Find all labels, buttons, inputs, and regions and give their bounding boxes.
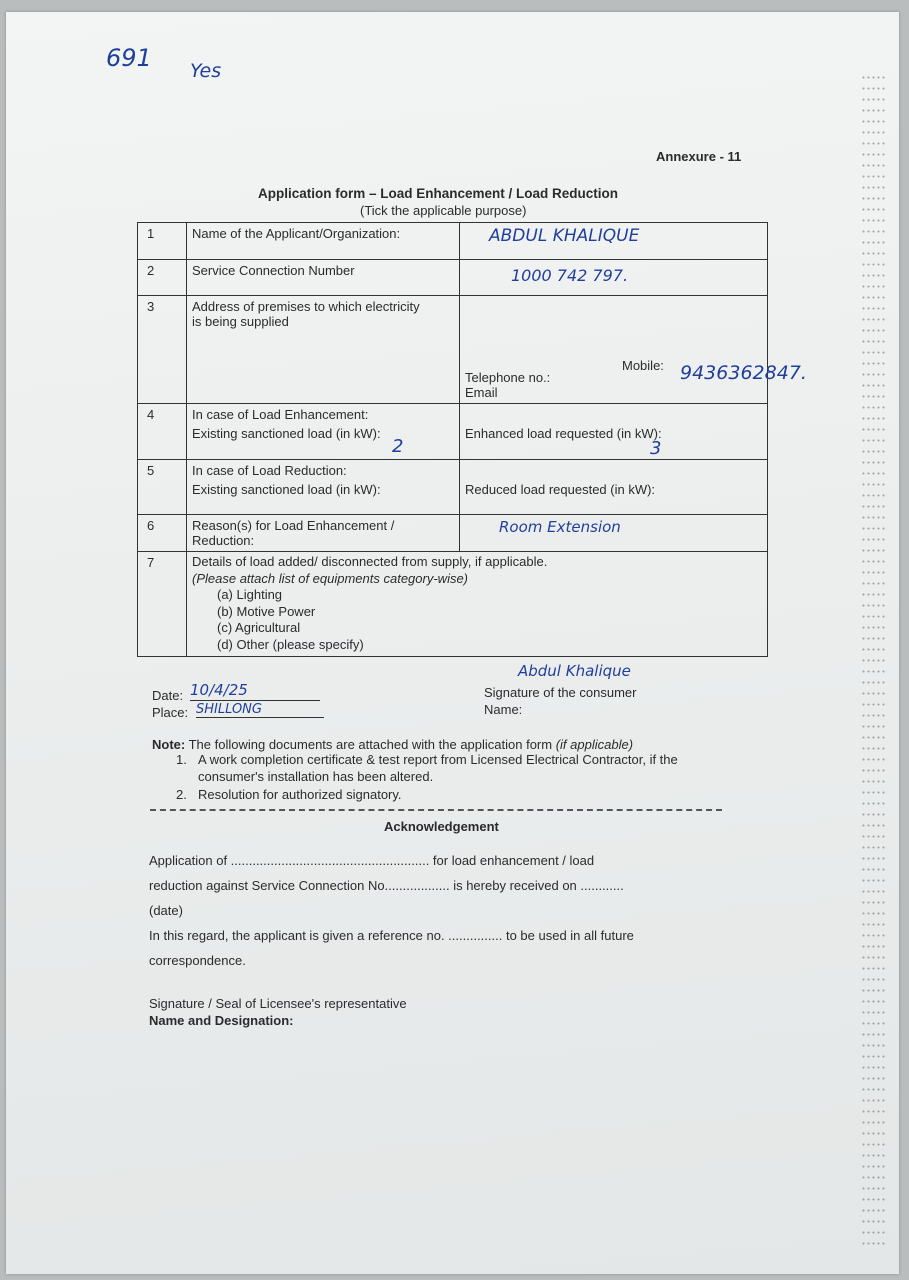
- note-line: [152, 737, 633, 752]
- row-number: 4: [138, 404, 187, 460]
- reduced-load-label: Reduced load requested (in kW):: [465, 482, 656, 497]
- email-label: Email: [465, 385, 498, 400]
- form-row-3: [138, 296, 768, 404]
- load-details-line1: Details of load added/ disconnected from supply, if applicable.: [192, 554, 548, 569]
- licensee-signature-label: Signature / Seal of Licensee's representative: [149, 996, 407, 1011]
- note-item-1-line2: consumer's installation has been altered.: [198, 769, 434, 784]
- ack-para2-line1: In this regard, the applicant is given a reference no. ............... to be used in all future: [149, 928, 634, 943]
- enhancement-heading: In case of Load Enhancement:: [192, 407, 369, 422]
- note-item-2-line1: Resolution for authorized signatory.: [198, 787, 402, 802]
- handwritten-number: 691: [106, 44, 152, 72]
- applicant-name-value: ABDUL KHALIQUE: [489, 226, 640, 246]
- scan-edge-noise: [861, 72, 885, 1252]
- telephone-label: Telephone no.:: [465, 370, 551, 385]
- ack-para2-line2: correspondence.: [149, 953, 246, 968]
- reason-field[interactable]: [460, 515, 768, 552]
- reduction-heading: In case of Load Reduction:: [192, 463, 347, 478]
- note-item-1-line1: A work completion certificate & test report from Licensed Electrical Contractor, if the: [198, 752, 678, 767]
- form-subtitle: (Tick the applicable purpose): [360, 203, 527, 218]
- annexure-label: Annexure - 11: [656, 149, 742, 164]
- ack-para1-line3: (date): [149, 903, 183, 918]
- note-item-1-number: 1.: [176, 752, 187, 767]
- note-text-italic: (if applicable): [555, 737, 634, 752]
- ack-para1-line1: Application of ....................................................... for load enhancement / load: [149, 853, 595, 868]
- address-field[interactable]: [460, 296, 768, 404]
- enhanced-load-label: Enhanced load requested (in kW):: [465, 426, 662, 441]
- reason-label-line2: Reduction:: [192, 533, 255, 548]
- form-row-2: [138, 260, 768, 296]
- signature-label: Signature of the consumer: [484, 685, 637, 700]
- reason-value: Room Extension: [499, 518, 621, 536]
- note-text: The following documents are attached with the application form: [188, 737, 553, 752]
- existing-load-value: 2: [392, 436, 404, 457]
- row-number: 5: [138, 460, 187, 515]
- load-details-cell: [187, 552, 768, 657]
- handwritten-yes: Yes: [190, 60, 222, 82]
- note-item-2-number: 2.: [176, 787, 187, 802]
- enhanced-load-value: 3: [650, 438, 662, 459]
- load-item-motive-power: (b) Motive Power: [217, 603, 316, 619]
- place-field[interactable]: [196, 700, 324, 718]
- cut-line-divider: [150, 809, 722, 811]
- load-item-agricultural: (c) Agricultural: [217, 620, 301, 635]
- reduced-load-field[interactable]: [460, 460, 768, 515]
- address-label-line1: Address of premises to which electricity: [192, 299, 420, 314]
- row-number: 1: [138, 223, 187, 260]
- service-connection-field[interactable]: [460, 260, 768, 296]
- name-label: Name:: [484, 702, 523, 717]
- acknowledgement-title: Acknowledgement: [384, 819, 499, 834]
- load-details-line2: (Please attach list of equipments category-wise): [192, 570, 469, 586]
- row-number: 3: [138, 296, 187, 404]
- mobile-label: Mobile:: [622, 358, 664, 373]
- application-form-table: [137, 222, 768, 657]
- form-row-1: [138, 223, 768, 260]
- existing-load-label-reduction: Existing sanctioned load (in kW):: [192, 482, 381, 497]
- date-label: Date:: [152, 688, 184, 703]
- date-value: 10/4/25: [190, 681, 248, 699]
- load-item-other: (d) Other (please specify): [217, 636, 364, 652]
- address-label-line2: is being supplied: [192, 314, 289, 329]
- form-row-6: [138, 515, 768, 552]
- place-value: SHILLONG: [196, 702, 262, 717]
- service-connection-value: 1000 742 797.: [511, 266, 629, 285]
- row-number: 2: [138, 260, 187, 296]
- reason-label-line1: Reason(s) for Load Enhancement /: [192, 518, 395, 533]
- form-row-7: [138, 552, 768, 657]
- note-label: Note:: [152, 737, 186, 752]
- row-number: 7: [138, 552, 187, 657]
- ack-para1-line2: reduction against Service Connection No.................. is hereby received on ............: [149, 878, 624, 893]
- row-number: 6: [138, 515, 187, 552]
- enhanced-load-field[interactable]: [460, 404, 768, 460]
- mobile-value: 9436362847.: [680, 362, 807, 384]
- load-item-lighting: (a) Lighting: [217, 587, 283, 602]
- applicant-name-field[interactable]: [460, 223, 768, 260]
- form-title: Application form – Load Enhancement / Load Reduction: [258, 186, 619, 201]
- place-label: Place:: [152, 705, 189, 720]
- form-row-4: [138, 404, 768, 460]
- name-designation-label: Name and Designation:: [149, 1013, 294, 1028]
- applicant-name-label: Name of the Applicant/Organization:: [187, 223, 460, 260]
- service-connection-label: Service Connection Number: [187, 260, 460, 296]
- consumer-signature: Abdul Khalique: [518, 662, 631, 680]
- existing-load-label: Existing sanctioned load (in kW):: [192, 426, 381, 441]
- form-row-5: [138, 460, 768, 515]
- date-field[interactable]: [190, 681, 320, 701]
- acknowledgement-paragraph-1: [149, 848, 753, 973]
